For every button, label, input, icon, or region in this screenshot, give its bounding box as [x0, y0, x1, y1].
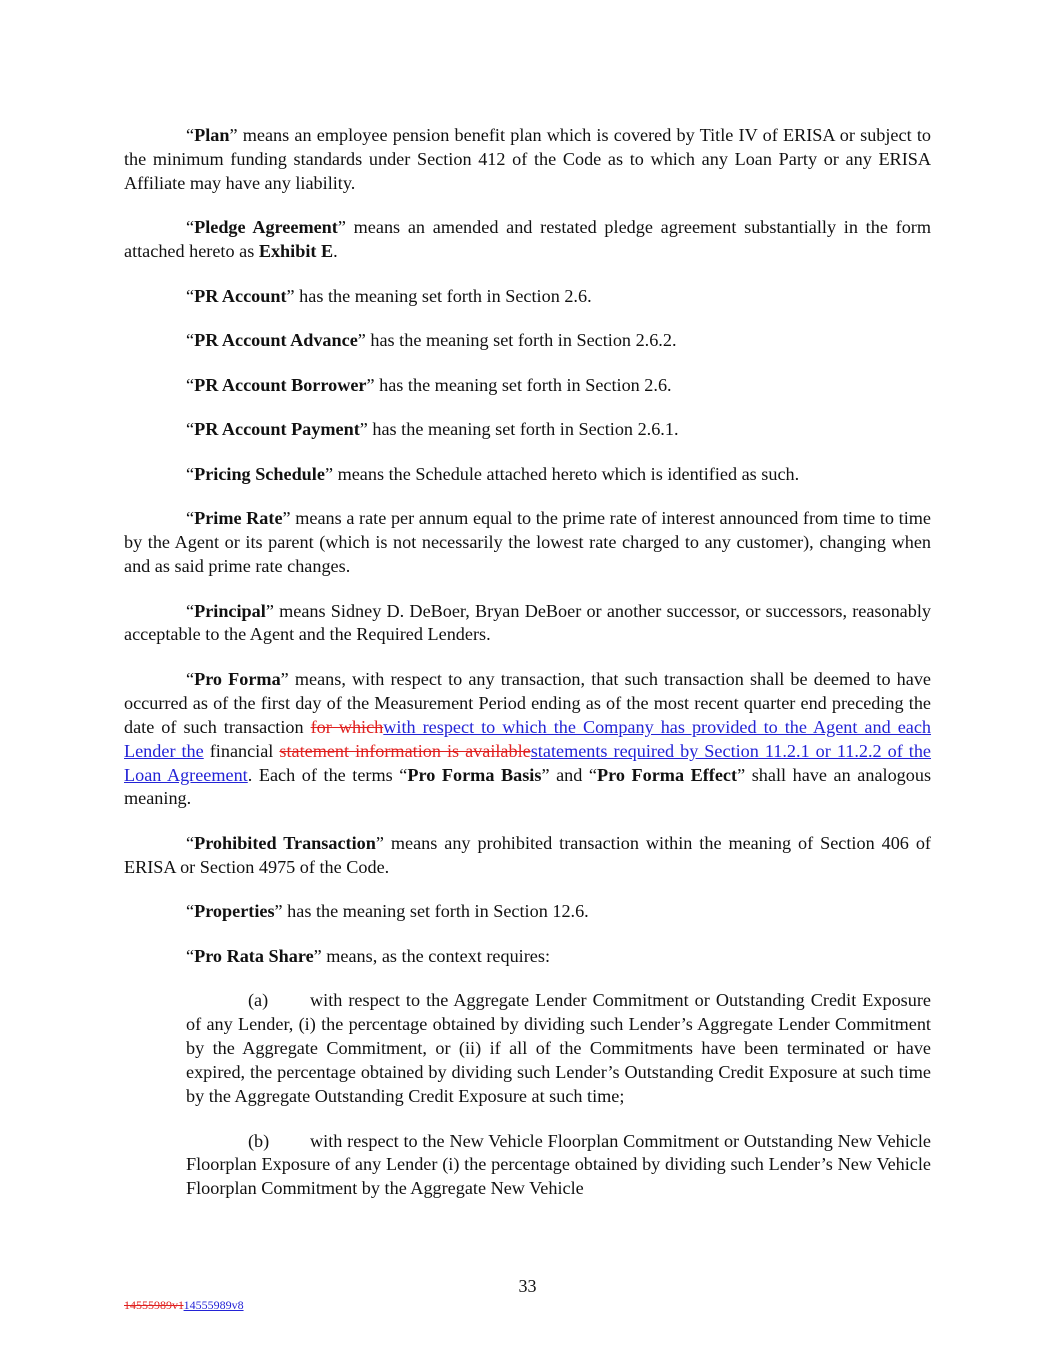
- open-quote: “: [186, 463, 195, 484]
- defined-term: PR Account Borrower: [194, 374, 367, 395]
- inserted-text: statements required by Section 11.2.1 or 11.2.2 of the Loan Agreement: [124, 740, 932, 785]
- subclause-label: (b): [248, 1130, 270, 1151]
- open-quote: “: [186, 832, 195, 853]
- defined-term: Prohibited Transaction: [194, 832, 376, 853]
- defined-term: Pro Rata Share: [194, 945, 314, 966]
- close-quote: ”: [280, 668, 289, 689]
- open-quote: “: [186, 945, 195, 966]
- definition-pr-account-payment: [124, 418, 931, 442]
- definition-text: ” and “: [541, 764, 597, 785]
- definition-text: means the Schedule attached hereto which is identified as such.: [333, 463, 800, 484]
- open-quote: “: [186, 901, 195, 922]
- deleted-text: for which: [310, 716, 384, 737]
- close-quote: ”: [313, 945, 322, 966]
- definition-plan: [124, 124, 931, 196]
- close-quote: ”: [286, 285, 295, 306]
- subclause-a: [186, 989, 931, 1109]
- open-quote: “: [186, 217, 195, 238]
- open-quote: “: [186, 125, 195, 145]
- open-quote: “: [186, 508, 195, 529]
- definition-text: has the meaning set forth in Section 12.6.: [282, 901, 589, 922]
- definition-pro-forma: [124, 668, 931, 811]
- close-quote: ”: [357, 330, 366, 351]
- definition-text: has the meaning set forth in Section 2.6.1.: [367, 419, 679, 440]
- defined-term-pro-forma-basis: Pro Forma Basis: [407, 764, 542, 785]
- defined-term: Pro Forma: [194, 668, 281, 689]
- subclause-text: with respect to the New Vehicle Floorplan Commitment or Outstanding New Vehicle Floorplan Exposure of any Lender (i) the percentage obtained by dividing such Lender’s New Vehicle Floorplan Commitment by the Aggregate New Vehicle: [186, 1130, 931, 1199]
- definition-prohibited-transaction: [124, 832, 931, 880]
- defined-term: Prime Rate: [194, 508, 283, 529]
- definition-pr-account-borrower: [124, 374, 931, 398]
- document-page: [124, 124, 931, 1222]
- defined-term: PR Account Advance: [194, 330, 358, 351]
- definition-pr-account: [124, 285, 931, 309]
- definition-text: means Sidney D. DeBoer, Bryan DeBoer or another successor, or successors, reasonably acceptable to the Agent and the Required Lenders.: [124, 600, 931, 645]
- definition-text: has the meaning set forth in Section 2.6.: [294, 285, 592, 306]
- open-quote: “: [186, 374, 195, 395]
- definition-text: ” shall have an analogous meaning.: [124, 764, 932, 809]
- deleted-text: statement information is available: [279, 740, 531, 761]
- defined-term: Properties: [194, 901, 275, 922]
- defined-term: Principal: [194, 600, 266, 621]
- definition-text: means any prohibited transaction within the meaning of Section 406 of ERISA or Section 4975 of the Code.: [124, 832, 931, 877]
- definition-text: means, as the context requires:: [321, 945, 550, 966]
- inserted-text: with respect to which the Company has provided to the Agent and each Lender the: [124, 716, 932, 761]
- defined-term: Plan: [194, 125, 230, 145]
- document-id: [124, 1298, 244, 1313]
- definition-text: has the meaning set forth in Section 2.6.: [374, 374, 672, 395]
- subclause-label: (a): [248, 990, 269, 1011]
- definition-text: means a rate per annum equal to the prime rate of interest announced from time to time by the Agent or its parent (which is not necessarily the lowest rate charged to any customer), changing when and as said prime rate changes.: [124, 508, 931, 577]
- definition-text: . Each of the terms “: [247, 764, 408, 785]
- definition-end: .: [333, 241, 338, 262]
- definition-pledge-agreement: [124, 216, 931, 264]
- subclause-text: with respect to the Aggregate Lender Commitment or Outstanding Credit Exposure of any Lender, (i) the percentage obtained by dividing such Lender’s Aggregate Lender Commitment by the Aggregate Commitment, or (ii) if all of the Commitments have been terminated or have expired, the percentage obtained by dividing such Lender’s Outstanding Credit Exposure at such time by the Aggregate Outstanding Credit Exposure at such time;: [186, 990, 931, 1106]
- close-quote: ”: [229, 125, 238, 145]
- defined-term: Pricing Schedule: [194, 463, 325, 484]
- close-quote: ”: [366, 374, 375, 395]
- definition-pro-rata-share: [124, 945, 931, 969]
- open-quote: “: [186, 330, 195, 351]
- exhibit-reference: Exhibit E: [258, 241, 334, 262]
- defined-term: PR Account Payment: [194, 419, 360, 440]
- definition-properties: [124, 900, 931, 924]
- definition-text: has the meaning set forth in Section 2.6.2.: [365, 330, 677, 351]
- close-quote: ”: [282, 508, 291, 529]
- definition-pricing-schedule: [124, 463, 931, 487]
- definition-prime-rate: [124, 507, 931, 579]
- definition-text: means an employee pension benefit plan which is covered by Title IV of ERISA or subject to the minimum funding standards under Section 412 of the Code as to which any Loan Party or any ERISA Affiliate may have any liability.: [124, 125, 931, 193]
- close-quote: ”: [375, 832, 384, 853]
- close-quote: ”: [359, 419, 368, 440]
- definition-text: means an amended and restated pledge agreement substantially in the form attached hereto as: [124, 217, 931, 262]
- open-quote: “: [186, 285, 195, 306]
- definition-principal: [124, 600, 931, 648]
- definition-pr-account-advance: [124, 329, 931, 353]
- close-quote: ”: [265, 600, 274, 621]
- open-quote: “: [186, 600, 195, 621]
- definition-text: means, with respect to any transaction, that such transaction shall be deemed to have occurred as of the first day of the Measurement Period ending as of the most recent quarter end preceding the date of such transaction: [124, 668, 931, 737]
- definition-text: financial: [203, 740, 280, 761]
- defined-term: Pledge Agreement: [194, 217, 338, 238]
- defined-term-pro-forma-effect: Pro Forma Effect: [597, 764, 738, 785]
- document-id-old: 14555989v1: [124, 1298, 184, 1312]
- open-quote: “: [186, 668, 195, 689]
- close-quote: ”: [337, 217, 346, 238]
- defined-term: PR Account: [194, 285, 287, 306]
- subclause-b: [186, 1130, 931, 1202]
- close-quote: ”: [324, 463, 334, 484]
- open-quote: “: [186, 419, 195, 440]
- document-id-new: 14555989v8: [183, 1298, 244, 1312]
- close-quote: ”: [274, 901, 283, 922]
- page-number: 33: [518, 1276, 537, 1296]
